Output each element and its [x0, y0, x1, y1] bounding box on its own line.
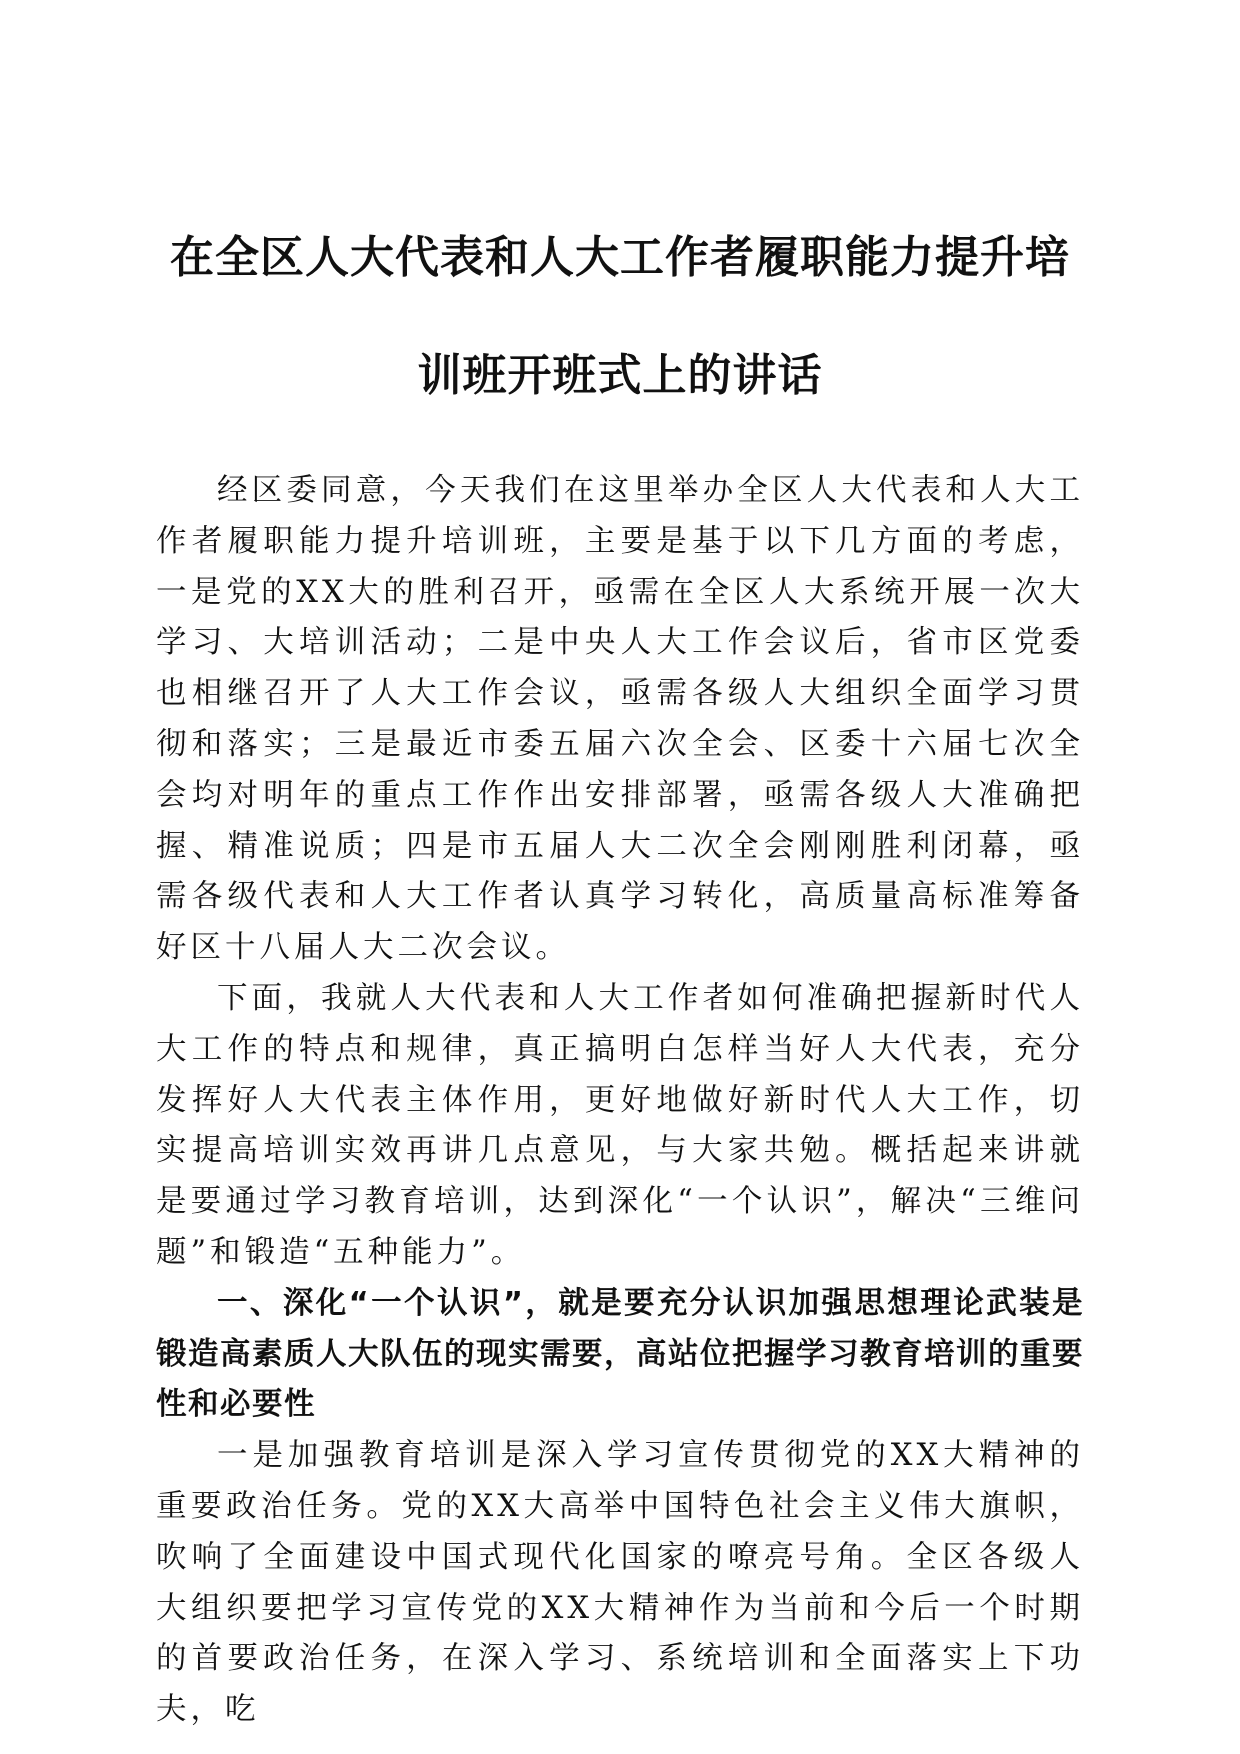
document-title-line-2: 训班开班式上的讲话	[417, 350, 823, 401]
document-title-line-1: 在全区人大代表和人大工作者履职能力提升培	[170, 232, 1070, 283]
document-body	[156, 466, 1084, 1736]
body-paragraph-2: 下面，我就人大代表和人大工作者如何准确把握新时代人大工作的特点和规律，真正搞明白怎样当好人大代表，充分发挥好人大代表主体作用，更好地做好新时代人大工作，切实提高培训实效再讲几点意见，与大家共勉。概括起来讲就是要通过学习教育培训，达到深化“一个认识”，解决“三维问题”和锻造“五种能力”。	[156, 980, 1084, 1270]
section-heading-1: 一、深化“一个认识”，就是要充分认识加强思想理论武装是锻造高素质人大队伍的现实需要，高站位把握学习教育培训的重要性和必要性	[156, 1285, 1084, 1423]
body-paragraph-3: 一是加强教育培训是深入学习宣传贯彻党的XX大精神的重要政治任务。党的XX大高举中国特色社会主义伟大旗帜，吹响了全面建设中国式现代化国家的嘹亮号角。全区各级人大组织要把学习宣传党的XX大精神作为当前和今后一个时期的首要政治任务，在深入学习、系统培训和全面落实上下功夫，吃	[156, 1438, 1084, 1728]
body-paragraph-1: 经区委同意，今天我们在这里举办全区人大代表和人大工作者履职能力提升培训班，主要是基于以下几方面的考虑，一是党的XX大的胜利召开，亟需在全区人大系统开展一次大学习、大培训活动；二是中央人大工作会议后，省市区党委也相继召开了人大工作会议，亟需各级人大组织全面学习贯彻和落实；三是最近市委五届六次全会、区委十六届七次全会均对明年的重点工作作出安排部署，亟需各级人大准确把握、精准说质；四是市五届人大二次全会刚刚胜利闭幕，亟需各级代表和人大工作者认真学习转化，高质量高标准筹备好区十八届人大二次会议。	[156, 473, 1084, 966]
